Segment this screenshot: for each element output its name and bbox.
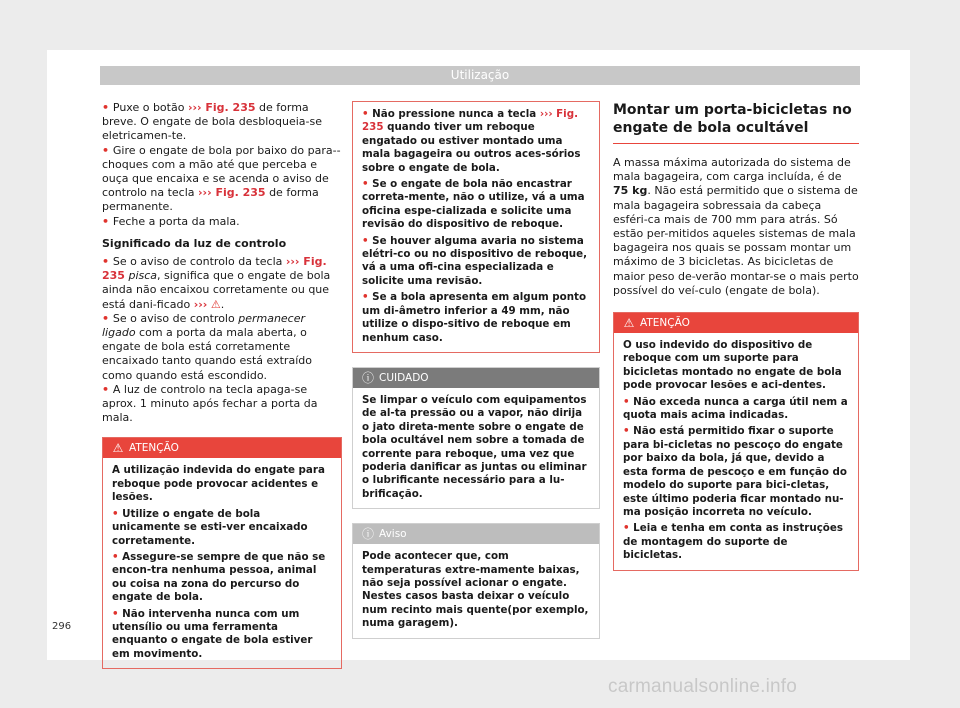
fig-link-arrows[interactable]: ››› (198, 186, 212, 200)
list-item: • Utilize o engate de bola unicamente se esti-ver encaixado corretamente. (112, 508, 332, 548)
watermark: carmanualsonline.info (608, 676, 798, 697)
column-3 (613, 101, 859, 571)
list-item: • Não exceda nunca a carga útil nem a quota mais acima indicadas. (623, 396, 849, 423)
note-header: ⓘ Aviso (353, 524, 599, 544)
list-item: • Puxe o botão ››› Fig. 235 de forma breve. O engate de bola desbloqueia-se eletricamen-te. (102, 101, 342, 144)
warning-triangle-icon: ⚠ (623, 316, 635, 331)
note-icon: ⓘ (361, 527, 374, 542)
fig-link-arrows[interactable]: ››› (539, 108, 553, 120)
section-title: Montar um porta-bicicletas no engate de bola ocultável (613, 101, 859, 144)
warning-link-arrows[interactable]: ››› (193, 297, 208, 311)
note-box (352, 523, 600, 638)
paragraph: A massa máxima autorizada do sistema de mala bagageira, com carga incluída, é de 75 kg. Não está permitido que o sistema de mala bagageira sobressaia da cabeça esféri-ca mais de 700 mm para atrás. Só estão per-mitidos aqueles sistemas de mala bagageira nos quais se possam montar um máximo de 3 bicicletas. As bicicletas de maior peso de-verão montar-se o mais perto possível do veí-culo (engate de bola). (613, 156, 859, 297)
list-item: • Feche a porta da mala. (102, 215, 342, 229)
caution-header: ⓘ CUIDADO (353, 368, 599, 388)
list-item: • Se o aviso de controlo permanecer ligado com a porta da mala aberta, o engate de bola está corretamente encaixado tanto quando está extraído como quando está escondido. (102, 312, 342, 383)
list-item: • Não pressione nunca a tecla ››› Fig. 235 quando tiver um reboque engatado ou estiver montado uma mala bagageira ou outros aces-sórios sobre o engate de bola. (362, 108, 590, 175)
warning-triangle-icon: ⚠ (112, 441, 124, 456)
fig-link[interactable]: Fig. 235 (102, 255, 327, 283)
warning-body (353, 102, 599, 352)
column-2 (352, 101, 600, 639)
fig-link-arrows[interactable]: ››› (285, 255, 300, 269)
list-item: • Se a bola apresenta em algum ponto um di-âmetro inferior a 49 mm, não utilize o dispo-sitivo de reboque em nenhum caso. (362, 291, 590, 345)
list-item: • Se o aviso de controlo da tecla ››› Fig. 235 pisca, significa que o engate de bola ainda não encaixou corretamente ou que está dani-ficado ››› ⚠. (102, 255, 342, 312)
list-item: • Leia e tenha em conta as instruções de montagem do suporte de bicicletas. (623, 522, 849, 562)
column-1 (102, 101, 342, 669)
caution-box (352, 367, 600, 509)
page-header: Utilização (100, 66, 860, 85)
fig-link[interactable]: Fig. 235 (362, 108, 578, 134)
warning-triangle-icon[interactable]: ⚠ (210, 297, 221, 311)
list-item: • Assegure-se sempre de que não se encon-tra nenhuma pessoa, animal ou coisa na zona do percurso do engate de bola. (112, 551, 332, 605)
list-item: • Não intervenha nunca com um utensílio ou uma ferramenta enquanto o engate de bola estiver em movimento. (112, 608, 332, 662)
list-item: • Se o engate de bola não encastrar correta-mente, não o utilize, vá a uma oficina espe-cializada e solicite uma revisão do dispositivo de reboque. (362, 178, 590, 232)
list-item: • Não está permitido fixar o suporte para bi-cicletas no pescoço do engate por baixo da bola, já que, devido a esta forma de pescoço e em função do modelo do suporte para bici-cletas, este último poderia ficar montado nu-ma posição incorreta no veículo. (623, 425, 849, 519)
note-body: Pode acontecer que, com temperaturas extre-mamente baixas, não seja possível acionar o engate. Nestes casos basta deixar o veículo num recinto mais quente(por exemplo, numa garagem). (362, 550, 589, 630)
warning-box-continued (352, 101, 600, 353)
warning-header: ⚠ ATENÇÃO (614, 313, 858, 333)
page-number: 296 (52, 621, 72, 632)
fig-link-arrows[interactable]: ››› (187, 101, 202, 114)
warning-box (613, 312, 859, 571)
warning-header: ⚠ ATENÇÃO (103, 438, 341, 458)
list-item: • Se houver alguma avaria no sistema elétri-co ou no dispositivo de reboque, vá a uma ofi-cina especializada e solicite uma revisão. (362, 235, 590, 289)
warning-body: A utilização indevida do engate para reboque pode provocar acidentes e lesões. • Utilize o engate de bola unicamente se esti-ver encaixado corretamente. • Assegure-se sempre de que não se encon-tra nenhuma pessoa, animal ou coisa na zona do percurso do engate de bola. • Não intervenha nunca com um utensílio ou uma ferramenta enquanto o engate de bola estiver em movimento. (103, 458, 341, 668)
list-item: • A luz de controlo na tecla apaga-se aprox. 1 minuto após fechar a porta da mala. (102, 383, 342, 426)
info-circle-icon: ⓘ (361, 370, 374, 385)
warning-box (102, 437, 342, 669)
list-item: • Gire o engate de bola por baixo do para--choques com a mão até que perceba e ouça que encaixa e se acenda o aviso de controlo na tecla ››› Fig. 235 de forma permanente. (102, 144, 342, 215)
fig-link[interactable]: Fig. 235 (201, 101, 256, 114)
caution-body: Se limpar o veículo com equipamentos de al-ta pressão ou a vapor, não dirija o jato direta-mente sobre o engate de bola ocultável nem sobre a tomada de corrente para reboque, uma vez que poderia danificar as juntas ou eliminar o lubrificante necessário para a lu-brificação. (362, 393, 587, 500)
warning-body: O uso indevido do dispositivo de reboque com um suporte para bicicletas montado no engate de bola pode provocar lesões e aci-dentes. • Não exceda nunca a carga útil nem a quota mais acima indicadas. • Não está permitido fixar o suporte para bi-cicletas no pescoço do engate por baixo da bola, já que, devido a esta forma de pescoço e em função do modelo do suporte para bici-cletas, este último poderia ficar montado nu-ma posição incorreta no veículo. • Leia e tenha em conta as instruções de montagem do suporte de bicicletas. (614, 333, 858, 570)
fig-link[interactable]: Fig. 235 (211, 186, 266, 200)
subheading: Significado da luz de controlo (102, 236, 287, 250)
